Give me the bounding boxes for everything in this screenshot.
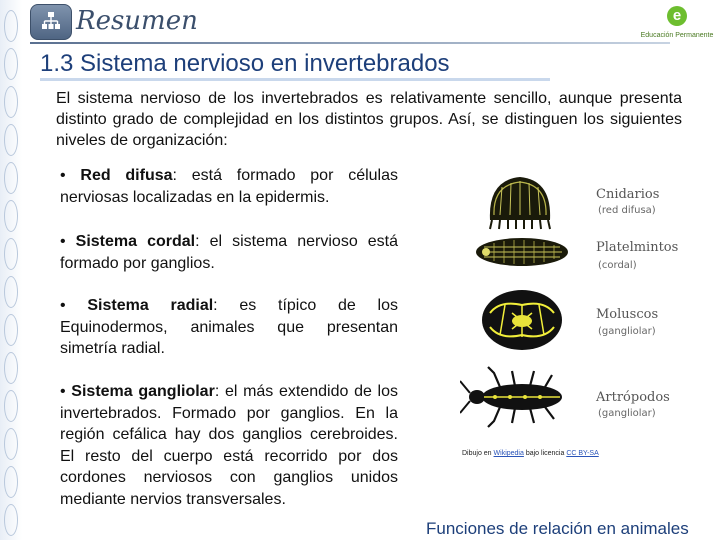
mollusc-drawing — [482, 290, 562, 350]
credit-mid: bajo licencia — [523, 450, 567, 457]
bullet-sistema-cordal: • Sistema cordal: el sistema nervioso está formado por ganglios. — [60, 233, 399, 272]
bullet-text: : el sistema nervioso está formado por ganglios. — [60, 233, 399, 272]
header-title: Resumen — [76, 6, 198, 36]
bullet-term: Red difusa — [80, 167, 173, 184]
brand-e-icon: e — [667, 6, 687, 26]
label-cnidarios: Cnidarios — [596, 187, 660, 202]
license-link[interactable]: CC BY-SA — [566, 450, 599, 457]
sublabel-moluscos: (gangliolar) — [598, 326, 656, 337]
sublabel-cnidarios: (red difusa) — [598, 205, 656, 216]
figure-drawings — [460, 165, 590, 435]
arthropod-drawing — [460, 367, 562, 427]
invertebrate-nervous-systems-figure — [460, 165, 700, 435]
bullet-text: : es típico de los Equinodermos, animales que presentan simetría radial. — [60, 297, 399, 357]
wikipedia-link[interactable]: Wikipedia — [493, 450, 524, 457]
slide-title: 1.3 Sistema nervioso en invertebrados — [40, 50, 450, 77]
label-moluscos: Moluscos — [596, 307, 659, 322]
brand-text: Educación Permanente — [640, 32, 714, 39]
bullet-term: Sistema cordal — [75, 233, 196, 250]
footer-title: Funciones de relación en animales — [426, 519, 689, 538]
sitemap-icon — [30, 4, 72, 40]
left-decorative-border — [0, 0, 22, 540]
credit-prefix: Dibujo en — [462, 450, 494, 457]
flatworm-drawing — [476, 238, 568, 266]
bullet-term: Sistema radial — [87, 297, 214, 314]
sublabel-artropodos: (gangliolar) — [598, 408, 656, 419]
label-platelmintos: Platelmintos — [596, 240, 679, 255]
cnidarian-drawing — [490, 177, 550, 229]
bullet-text: : está formado por células nerviosas localizadas en la epidermis. — [60, 167, 398, 206]
brand-logo — [640, 6, 714, 44]
bullet-red-difusa: • Red difusa: está formado por células nerviosas localizadas en la epidermis. — [60, 167, 398, 206]
header-divider — [30, 42, 670, 44]
sublabel-platelmintos: (cordal) — [598, 260, 637, 271]
image-credit — [462, 450, 599, 457]
bullet-sistema-radial: • Sistema radial: es típico de los Equinodermos, animales que presentan simetría radial. — [60, 297, 399, 357]
label-artropodos: Artrópodos — [596, 390, 670, 405]
title-underline — [40, 78, 550, 81]
bullet-sistema-gangliolar: • Sistema gangliolar: el más extendido de los invertebrados. Formado por ganglios. En la región cefálica hay dos ganglios cerebroides. El resto del cuerpo está recorrido por dos cordones nerviosos con ganglios unidos mediante nervios transversales. — [60, 383, 399, 508]
bullet-text: : el más extendido de los invertebrados. Formado por ganglios. En la región cefálica hay dos ganglios cerebroides. El resto del cuerpo está recorrido por dos cordones nerviosos con ganglios unidos mediante nervios transversales. — [60, 383, 399, 508]
bullet-term: Sistema gangliolar — [71, 383, 215, 400]
intro-paragraph: El sistema nervioso de los invertebrados es relativamente sencillo, aunque presenta distinto grado de complejidad en los distintos grupos. Así, se distinguen los siguientes niveles de organización: — [56, 90, 682, 149]
